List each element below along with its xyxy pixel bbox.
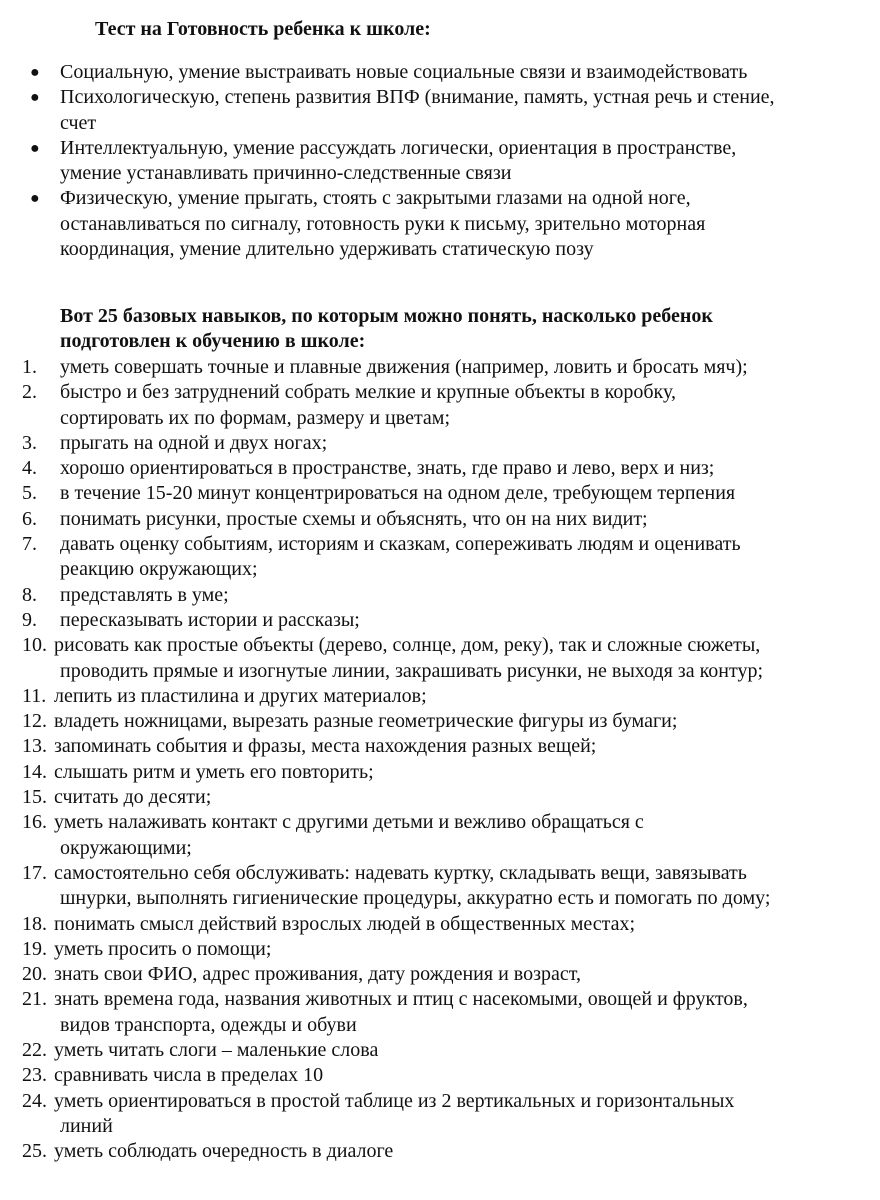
bullet-item	[0, 60, 880, 85]
skill-item	[0, 987, 880, 1038]
skill-number: 20.	[22, 963, 47, 986]
skill-text-line: уметь читать слоги – маленькие слова	[54, 1039, 379, 1062]
skill-item	[0, 937, 880, 962]
skill-text-line: в течение 15-20 минут концентрироваться на одном деле, требующем терпения	[60, 482, 736, 505]
bullet-item	[0, 186, 880, 262]
skill-text-line: сортировать их по формам, размеру и цветам;	[60, 406, 451, 429]
skill-item	[0, 734, 880, 759]
skill-text-line: быстро и без затруднений собрать мелкие и крупные объекты в коробку,	[60, 381, 676, 404]
skill-number: 7.	[22, 533, 37, 556]
skill-text-line: прыгать на одной и двух ногах;	[60, 431, 328, 454]
skill-item	[0, 760, 880, 785]
skill-number: 4.	[22, 457, 37, 480]
skill-number: 1.	[22, 356, 37, 378]
document-title: Тест на Готовность ребенка к школе:	[95, 18, 431, 40]
skill-text-line: проводить прямые и изогнутые линии, закрашивать рисунки, не выходя за контур;	[60, 659, 764, 682]
skill-item	[0, 481, 880, 506]
skill-number: 8.	[22, 583, 37, 606]
skill-item	[0, 1089, 880, 1140]
skill-item	[0, 532, 880, 583]
skill-item	[0, 583, 880, 608]
bullet-text-line: Психологическую, степень развития ВПФ (внимание, память, устная речь и стение,	[60, 86, 775, 109]
skill-number: 10.	[22, 634, 47, 657]
skill-number: 5.	[22, 482, 37, 505]
skill-text-line: окружающими;	[60, 836, 192, 859]
bullet-text-line: Физическую, умение прыгать, стоять с закрытыми глазами на одной ноге,	[60, 187, 691, 210]
skill-text-line: уметь ориентироваться в простой таблице из 2 вертикальных и горизонтальных	[54, 1089, 735, 1112]
skill-number: 16.	[22, 811, 47, 834]
skill-number: 9.	[22, 608, 37, 631]
bullet-icon: ●	[30, 190, 40, 208]
skill-text-line: уметь соблюдать очередность в диалоге	[54, 1140, 394, 1163]
skill-text-line: владеть ножницами, вырезать разные геометрические фигуры из бумаги;	[54, 710, 678, 733]
skills-heading-line: Вот 25 базовых навыков, по которым можно понять, насколько ребенок	[60, 305, 713, 327]
skill-item	[0, 684, 880, 709]
skill-number: 24.	[22, 1089, 47, 1112]
skill-item	[0, 1139, 880, 1164]
bullet-icon: ●	[30, 139, 40, 157]
skill-number: 23.	[22, 1064, 47, 1087]
skill-text-line: сравнивать числа в пределах 10	[54, 1064, 324, 1087]
skill-item	[0, 785, 880, 810]
skill-item	[0, 507, 880, 532]
skill-item	[0, 456, 880, 481]
skill-item	[0, 709, 880, 734]
skill-text-line: понимать рисунки, простые схемы и объяснять, что он на них видит;	[60, 507, 648, 530]
skill-item	[0, 912, 880, 937]
skill-item	[0, 1063, 880, 1088]
skill-number: 22.	[22, 1039, 47, 1062]
skill-item	[0, 810, 880, 861]
bullet-text-line: Социальную, умение выстраивать новые социальные связи и взаимодействовать	[60, 61, 748, 83]
bullet-icon: ●	[30, 64, 40, 81]
skill-text-line: пересказывать истории и рассказы;	[60, 608, 360, 631]
skill-text-line: реакцию окружающих;	[60, 558, 258, 581]
skill-text-line: считать до десяти;	[54, 786, 212, 809]
skill-item	[0, 431, 880, 456]
skill-number: 11.	[22, 684, 47, 707]
skill-number: 3.	[22, 431, 37, 454]
skill-item	[0, 861, 880, 912]
skill-text-line: шнурки, выполнять гигиенические процедуры, аккуратно есть и помогать по дому;	[60, 887, 771, 910]
bullet-text-line: координация, умение длительно удерживать статическую позу	[60, 238, 594, 261]
skill-text-line: слышать ритм и уметь его повторить;	[54, 760, 374, 783]
skill-item	[0, 355, 880, 380]
skill-number: 21.	[22, 988, 47, 1011]
bullet-icon: ●	[30, 89, 40, 107]
skill-text-line: рисовать как простые объекты (дерево, солнце, дом, реку), так и сложные сюжеты,	[54, 634, 761, 657]
skill-number: 15.	[22, 786, 47, 809]
skill-number: 6.	[22, 507, 37, 530]
skill-text-line: знать свои ФИО, адрес проживания, дату рождения и возраст,	[54, 963, 581, 986]
skill-text-line: линий	[60, 1114, 113, 1137]
skill-number: 13.	[22, 735, 47, 758]
skill-text-line: запоминать события и фразы, места нахождения разных вещей;	[54, 735, 597, 758]
skill-text-line: представлять в уме;	[60, 583, 229, 606]
skill-item	[0, 608, 880, 633]
skill-item	[0, 633, 880, 684]
skill-number: 17.	[22, 861, 47, 884]
skills-numbered-list	[0, 355, 880, 1165]
skill-text-line: уметь совершать точные и плавные движения (например, ловить и бросать мяч);	[60, 356, 748, 378]
bullet-text-line: Интеллектуальную, умение рассуждать логически, ориентация в пространстве,	[60, 136, 737, 159]
skill-number: 18.	[22, 912, 47, 935]
skill-item	[0, 1038, 880, 1063]
skill-text-line: лепить из пластилина и других материалов;	[54, 684, 427, 707]
skill-number: 14.	[22, 760, 47, 783]
bullet-text-line: счет	[60, 111, 97, 134]
skill-text-line: уметь налаживать контакт с другими детьми и вежливо обращаться с	[54, 811, 644, 834]
bullet-text-line: умение устанавливать причинно-следственные связи	[60, 162, 512, 185]
skill-text-line: знать времена года, названия животных и птиц с насекомыми, овощей и фруктов,	[54, 988, 748, 1011]
skill-text-line: видов транспорта, одежды и обуви	[60, 1013, 357, 1036]
skill-text-line: понимать смысл действий взрослых людей в общественных местах;	[54, 912, 636, 935]
skill-item	[0, 380, 880, 431]
skill-text-line: уметь просить о помощи;	[54, 937, 272, 960]
skill-number: 25.	[22, 1140, 47, 1163]
bullet-text-line: останавливаться по сигналу, готовность руки к письму, зрительно моторная	[60, 212, 706, 235]
bullet-item	[0, 85, 880, 136]
skill-number: 2.	[22, 381, 37, 404]
bullet-item	[0, 136, 880, 187]
skill-item	[0, 962, 880, 987]
skill-text-line: хорошо ориентироваться в пространстве, знать, где право и лево, верх и низ;	[60, 457, 715, 480]
skill-text-line: давать оценку событиям, историям и сказкам, сопереживать людям и оценивать	[60, 533, 741, 556]
skill-text-line: самостоятельно себя обслуживать: надевать куртку, складывать вещи, завязывать	[54, 861, 747, 884]
readiness-bullet-list	[0, 60, 880, 262]
skill-number: 19.	[22, 937, 47, 960]
skill-number: 12.	[22, 710, 47, 733]
skills-heading	[60, 304, 713, 355]
skills-heading-line: подготовлен к обучению в школе:	[60, 330, 366, 353]
